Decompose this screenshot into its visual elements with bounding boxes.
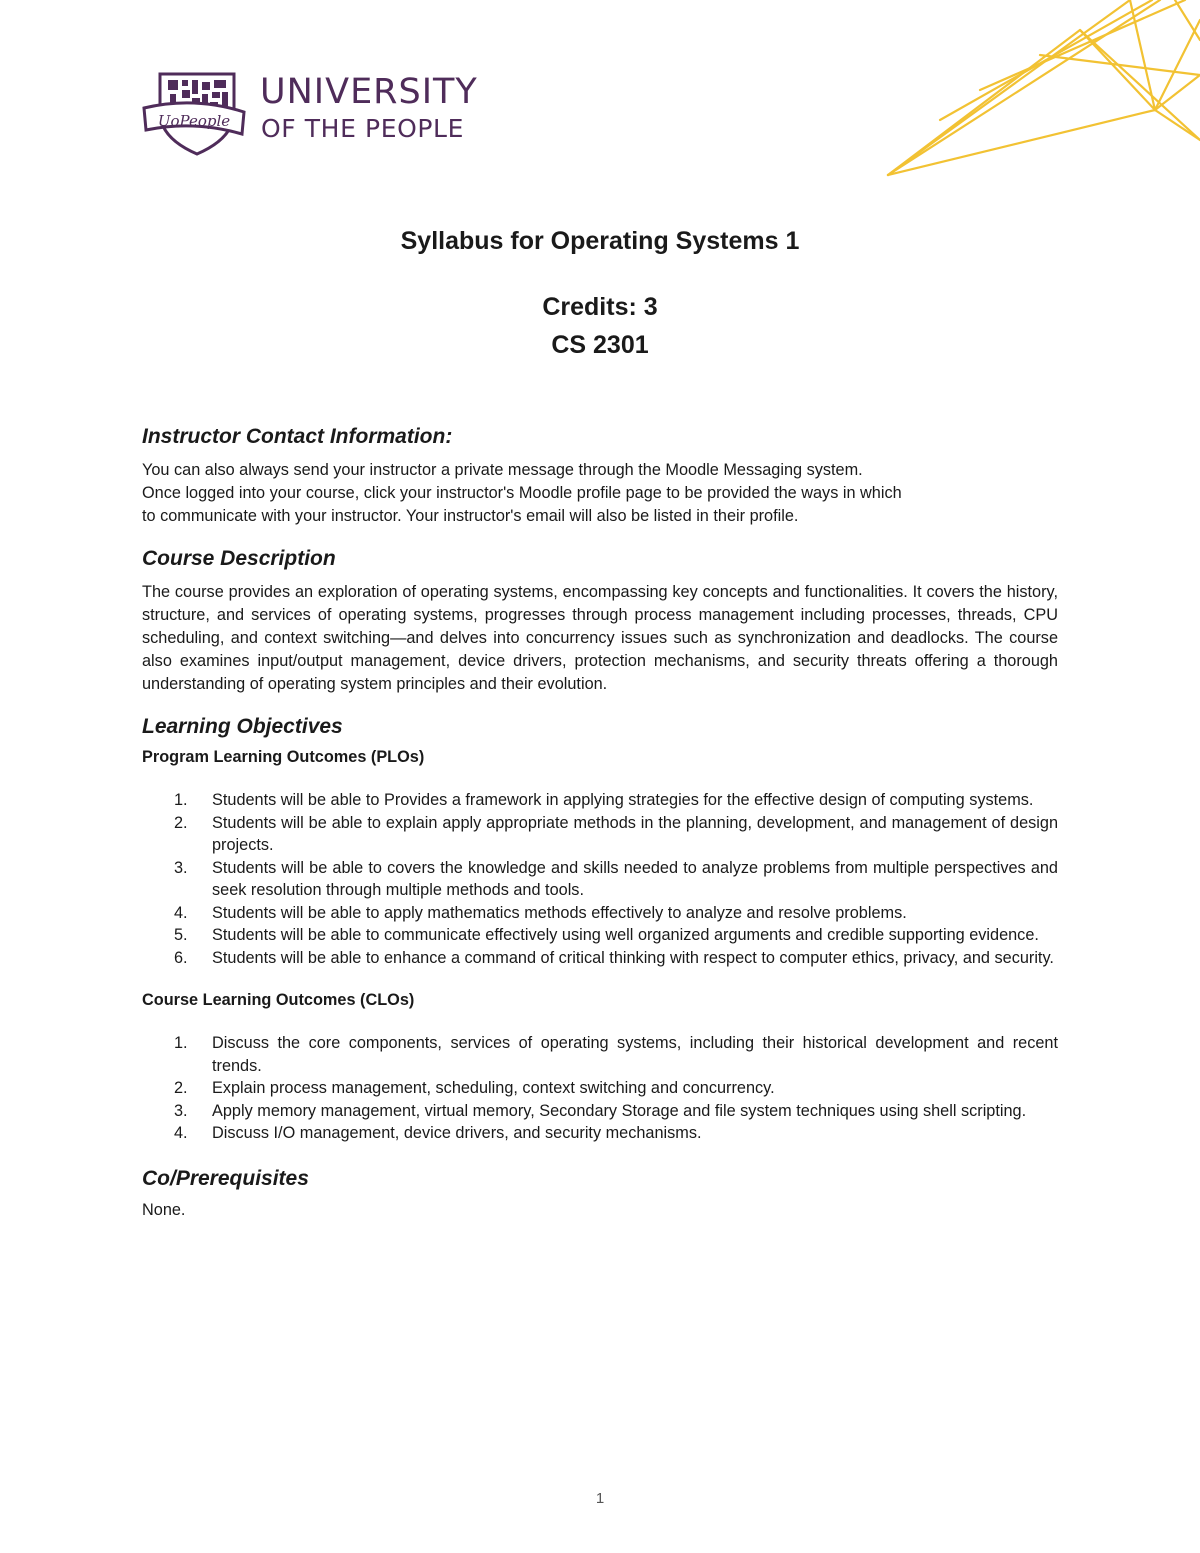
instructor-line: to communicate with your instructor. Your instructor's email will also be listed in their profile. [142,507,799,525]
document-title: Syllabus for Operating Systems 1 [400,227,800,255]
objectives-heading: Learning Objectives [142,715,343,738]
list-item: 3. Apply memory management, virtual memory, Secondary Storage and file system techniques using shell scripting. [174,1101,1027,1120]
objectives-section [142,713,1058,1145]
description-section [142,545,1058,696]
decorative-line-art [780,0,1200,200]
description-heading: Course Description [142,547,336,570]
list-item: 5. Students will be able to communicate effectively using well organized arguments and credible supporting evidence. [174,926,1039,944]
crest-badge-text: UoPeople [157,112,231,130]
prereq-section [142,1165,1058,1222]
title-block [0,225,1200,361]
uopeople-crest-icon [138,68,250,158]
prereq-text: None. [142,1200,186,1219]
description-text: The course provides an exploration of operating systems, encompassing key concepts and functionalities. It covers the history, structure, and services of operating systems, progresses through process management including processes, threads, CPU scheduling, and context switching—and delves into concurrency issues such as synchronization and deadlocks. The course also examines input/output management, device drivers, protection mechanisms, and security threats offering a thorough understanding of operating system principles and their evolution. [142,583,1058,693]
instructor-line: Once logged into your course, click your instructor's Moodle profile page to be provided the ways in which [142,484,902,502]
logo-line-university: UNIVERSITY [260,72,478,112]
list-item: 4. Students will be able to apply mathematics methods effectively to analyze and resolve problems. [174,903,907,922]
plo-heading: Program Learning Outcomes (PLOs) [142,748,425,766]
instructor-section [142,423,1058,528]
list-item: 2. Explain process management, scheduling, context switching and concurrency. [174,1079,775,1097]
logo-line-of-the-people: OF THE PEOPLE [261,114,464,143]
plo-list [142,789,1058,969]
list-item: 1. Discuss the core components, services of operating systems, including their historical development and recent trends. [174,1034,1058,1075]
instructor-heading: Instructor Contact Information: [142,425,453,448]
page-number: 1 [595,1490,605,1507]
list-item: 1. Students will be able to Provides a framework in applying strategies for the effective design of computing systems. [174,791,1034,809]
document-body [142,423,1058,1222]
list-item: 3. Students will be able to covers the knowledge and skills needed to analyze problems from multiple perspectives and seek resolution through multiple methods and tools. [174,858,1058,899]
list-item: 6. Students will be able to enhance a command of critical thinking with respect to computer ethics, privacy, and security. [174,948,1054,967]
prereq-heading: Co/Prerequisites [142,1166,309,1190]
instructor-line: You can also always send your instructor a private message through the Moodle Messaging system. [142,461,863,479]
university-logo [138,68,508,158]
clo-list [142,1032,1058,1145]
course-credits: Credits: 3 [542,293,658,321]
list-item: 4. Discuss I/O management, device drivers, and security mechanisms. [174,1124,702,1142]
course-code: CS 2301 [551,331,649,359]
clo-heading: Course Learning Outcomes (CLOs) [142,991,415,1009]
list-item: 2. Students will be able to explain apply appropriate methods in the planning, development, and management of design projects. [174,813,1058,854]
